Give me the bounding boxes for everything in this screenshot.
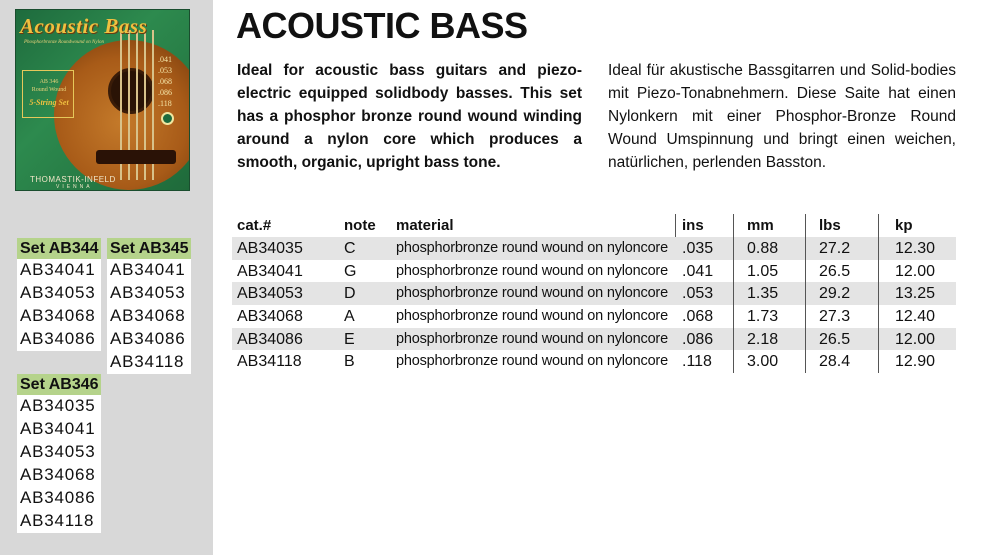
- column-divider: [878, 305, 879, 328]
- set-item: AB34041: [17, 259, 101, 282]
- cell-kp: 12.30: [895, 240, 936, 257]
- cell-cat: AB34086: [237, 330, 303, 348]
- package-brand: THOMASTIK-INFELD: [30, 175, 116, 184]
- cell-ins: .035: [682, 240, 714, 257]
- column-divider: [805, 260, 806, 283]
- package-gauge: .041: [158, 55, 172, 64]
- set-header: Set AB346: [17, 374, 101, 395]
- column-divider: [733, 305, 734, 328]
- cell-ins: .118: [682, 353, 712, 371]
- column-divider: [878, 260, 879, 283]
- table-row: [232, 350, 956, 373]
- column-divider: [733, 214, 734, 237]
- cell-note: B: [344, 353, 355, 371]
- column-divider: [733, 282, 734, 305]
- column-divider: [878, 328, 879, 351]
- column-divider: [733, 328, 734, 351]
- cell-kp: 12.00: [895, 330, 936, 348]
- cell-kp: 12.40: [895, 308, 936, 326]
- cell-cat: AB34035: [237, 240, 303, 257]
- set-item: AB34086: [107, 328, 191, 351]
- package-title: Acoustic Bass: [20, 14, 148, 38]
- cell-cat: AB34053: [237, 285, 303, 303]
- guitar-bridge-art: [96, 150, 176, 164]
- product-package-image: [15, 9, 190, 191]
- description-english: Ideal for acoustic bass guitars and piezo-electric equipped solidbody basses. This set has a phosphor bronze round wound winding around a nylon core which produces a smooth, organic, upright bass tone.: [237, 62, 582, 171]
- package-label-box: [22, 70, 74, 118]
- header-material: material: [396, 217, 454, 234]
- page-title: ACOUSTIC BASS: [236, 5, 528, 46]
- cell-note: D: [344, 285, 356, 303]
- set-item: AB34053: [107, 282, 191, 305]
- table-row: [232, 328, 956, 351]
- cell-lbs: 27.3: [819, 308, 851, 326]
- cell-lbs: 28.4: [819, 353, 851, 371]
- column-divider: [805, 350, 806, 373]
- set-item: AB34041: [107, 259, 191, 282]
- column-divider: [733, 350, 734, 373]
- cell-mm: 1.05: [747, 262, 779, 280]
- specs-table: [232, 214, 956, 373]
- column-divider: [805, 237, 806, 260]
- set-list-ab346: [17, 374, 101, 533]
- guitar-soundhole-art: [108, 68, 154, 114]
- set-item: AB34086: [17, 487, 101, 510]
- cell-lbs: 26.5: [819, 330, 851, 348]
- set-item: AB34068: [107, 305, 191, 328]
- header-note: note: [344, 217, 376, 234]
- cell-note: E: [344, 330, 355, 348]
- column-divider: [733, 260, 734, 283]
- cell-ins: .068: [682, 308, 714, 326]
- cell-ins: .041: [682, 262, 714, 280]
- cell-note: G: [344, 262, 357, 280]
- column-divider: [878, 350, 879, 373]
- package-label-line: AB 346: [39, 79, 59, 85]
- cell-mm: 0.88: [747, 240, 779, 257]
- column-divider: [733, 237, 734, 260]
- cell-mm: 1.73: [747, 308, 779, 326]
- set-item: AB34053: [17, 441, 101, 464]
- set-item: AB34118: [107, 351, 191, 374]
- package-gauge: .086: [158, 88, 172, 97]
- set-item: AB34118: [17, 510, 101, 533]
- package-gauge: .118: [158, 99, 172, 108]
- cell-ins: .053: [682, 285, 714, 303]
- column-divider: [878, 282, 879, 305]
- cell-ins: .086: [682, 330, 714, 348]
- cell-material: phosphorbronze round wound on nyloncore: [396, 330, 668, 347]
- set-item: AB34041: [17, 418, 101, 441]
- cell-mm: 3.00: [747, 353, 779, 371]
- set-list-ab344: [17, 238, 101, 351]
- set-item: AB34068: [17, 464, 101, 487]
- cell-mm: 1.35: [747, 285, 779, 303]
- package-subtitle: Phosphorbronze Roundwound on Nylon: [24, 40, 104, 45]
- table-header-row: [232, 214, 956, 237]
- package-gauge: .053: [158, 66, 172, 75]
- set-item: AB34068: [17, 305, 101, 328]
- header-lbs: lbs: [819, 217, 841, 234]
- column-divider: [675, 214, 676, 237]
- package-label-line: Round Wound: [31, 87, 67, 93]
- cell-note: C: [344, 240, 356, 257]
- set-header: Set AB345: [107, 238, 191, 259]
- column-divider: [805, 328, 806, 351]
- description-german: Ideal für akustische Bassgitarren und Solid-bodies mit Piezo-Tonabnehmern. Diese Saite hat einen Nylonkern mit einer Phosphor-Bronze Round Wound Umspinnung und bringt einen weichen, natürlichen, perlenden Basston.: [608, 62, 956, 171]
- cell-cat: AB34041: [237, 262, 303, 280]
- cell-cat: AB34068: [237, 308, 303, 326]
- column-divider: [805, 282, 806, 305]
- cell-lbs: 26.5: [819, 262, 851, 280]
- set-list-ab345: [107, 238, 191, 374]
- column-divider: [878, 237, 879, 260]
- set-item: AB34086: [17, 328, 101, 351]
- header-ins: ins: [682, 217, 704, 234]
- column-divider: [878, 214, 879, 237]
- set-header: Set AB344: [17, 238, 101, 259]
- cell-mm: 2.18: [747, 330, 779, 348]
- set-item: AB34035: [17, 395, 101, 418]
- table-row: [232, 282, 956, 305]
- cell-kp: 13.25: [895, 285, 936, 303]
- table-row: [232, 237, 956, 260]
- package-label-line: 5-String Set: [29, 98, 69, 107]
- ring-icon: [161, 112, 174, 125]
- cell-material: phosphorbronze round wound on nyloncore: [396, 262, 668, 279]
- cell-material: phosphorbronze round wound on nyloncore: [396, 308, 668, 325]
- header-cat: cat.#: [237, 217, 272, 234]
- cell-kp: 12.90: [895, 353, 936, 371]
- cell-note: A: [344, 308, 355, 326]
- cell-material: phosphorbronze round wound on nyloncore: [396, 285, 668, 302]
- cell-lbs: 29.2: [819, 285, 851, 303]
- package-city: VIENNA: [56, 184, 93, 190]
- column-divider: [805, 305, 806, 328]
- cell-material: phosphorbronze round wound on nyloncore: [396, 240, 668, 256]
- table-row: [232, 260, 956, 283]
- header-kp: kp: [895, 217, 913, 234]
- set-item: AB34053: [17, 282, 101, 305]
- cell-lbs: 27.2: [819, 240, 851, 257]
- cell-material: phosphorbronze round wound on nyloncore: [396, 353, 668, 370]
- table-row: [232, 305, 956, 328]
- package-gauges: [158, 54, 190, 109]
- cell-kp: 12.00: [895, 262, 936, 280]
- cell-cat: AB34118: [237, 353, 302, 371]
- column-divider: [805, 214, 806, 237]
- package-gauge: .068: [158, 77, 172, 86]
- header-mm: mm: [747, 217, 774, 234]
